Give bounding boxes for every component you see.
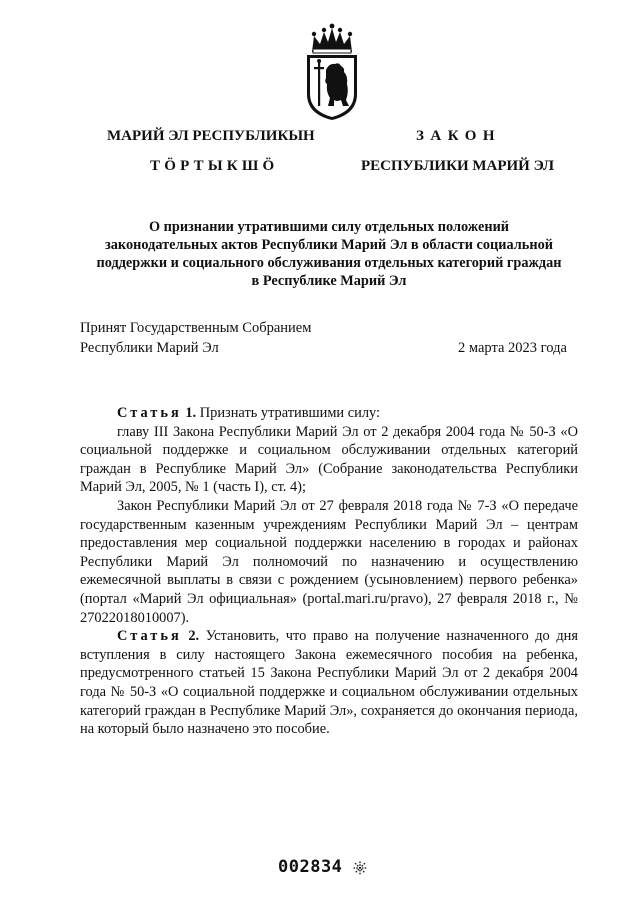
article1-item2: Закон Республики Марий Эл от 27 февраля 2018 года № 7-З «О передаче государственным казенным учреждениям Республики Марий Эл – центрам предоставления мер социальной поддержки населению в городах и районах Республики Марий Эл полномочий по назначению и осуществлению ежемесячной выплаты в связи с рождением (усыновлением) первого ребенка» (портал «Марий Эл официальная» (portal.mari.ru/pravo), 27 февраля 2018 г., № 27022018010007).: [80, 497, 578, 626]
law-title-line: в Республике Марий Эл: [251, 273, 407, 289]
header-right-line1: ЗАКОН: [416, 128, 502, 144]
coat-of-arms-emblem: [302, 22, 362, 122]
document-number: 002834: [278, 857, 343, 877]
article2-paragraph: [80, 627, 578, 739]
article2-label: Статья: [117, 628, 182, 645]
law-title: [80, 218, 578, 290]
adoption-line2: Республики Марий Эл: [80, 340, 219, 356]
law-title-line: поддержки и социального обслуживания отдельных категорий граждан: [96, 255, 562, 271]
header-right-line2: РЕСПУБЛИКИ МАРИЙ ЭЛ: [361, 158, 555, 174]
article1-number: 1.: [185, 405, 197, 421]
article1-heading: [80, 404, 578, 423]
article1-item1: главу III Закона Республики Марий Эл от 2 декабря 2004 года № 50-З «О социальной поддержке и социальном обслуживании отдельных категорий граждан в Республике Марий Эл» (Собрание законодательства Республики Марий Эл, 2005, № 1 (часть I), ст. 4);: [80, 423, 578, 496]
header-left-line1: МАРИЙ ЭЛ РЕСПУБЛИКЫН: [107, 128, 315, 144]
law-body: [80, 404, 578, 739]
adoption-note: [80, 318, 311, 358]
law-title-line: законодательных актов Республики Марий Эл в области социальной: [105, 237, 553, 253]
article2-number: 2.: [188, 628, 200, 645]
article2-text: Установить, что право на получение назначенного до дня вступления в силу настоящего Закона ежемесячного пособия на ребенка, предусмотренного статьей 15 Закона Республики Марий Эл от 2 декабря 2004 года № 50-З «О социальной поддержке и социальном обслуживании отдельных категорий граждан в Республике Марий Эл», сохраняется до окончания периода, на который было назначено это пособие.: [80, 628, 578, 738]
adoption-line1: Принят Государственным Собранием: [80, 320, 312, 336]
asterisk-mark-icon: [353, 861, 367, 875]
article1-intro: Признать утратившими силу:: [199, 405, 381, 421]
header-left-line2: ТӦРТЫКШӦ: [150, 158, 279, 174]
law-title-line: О признании утратившими силу отдельных положений: [148, 219, 510, 235]
article1-label: Статья: [117, 405, 182, 421]
adoption-date: 2 марта 2023 года: [458, 340, 567, 356]
